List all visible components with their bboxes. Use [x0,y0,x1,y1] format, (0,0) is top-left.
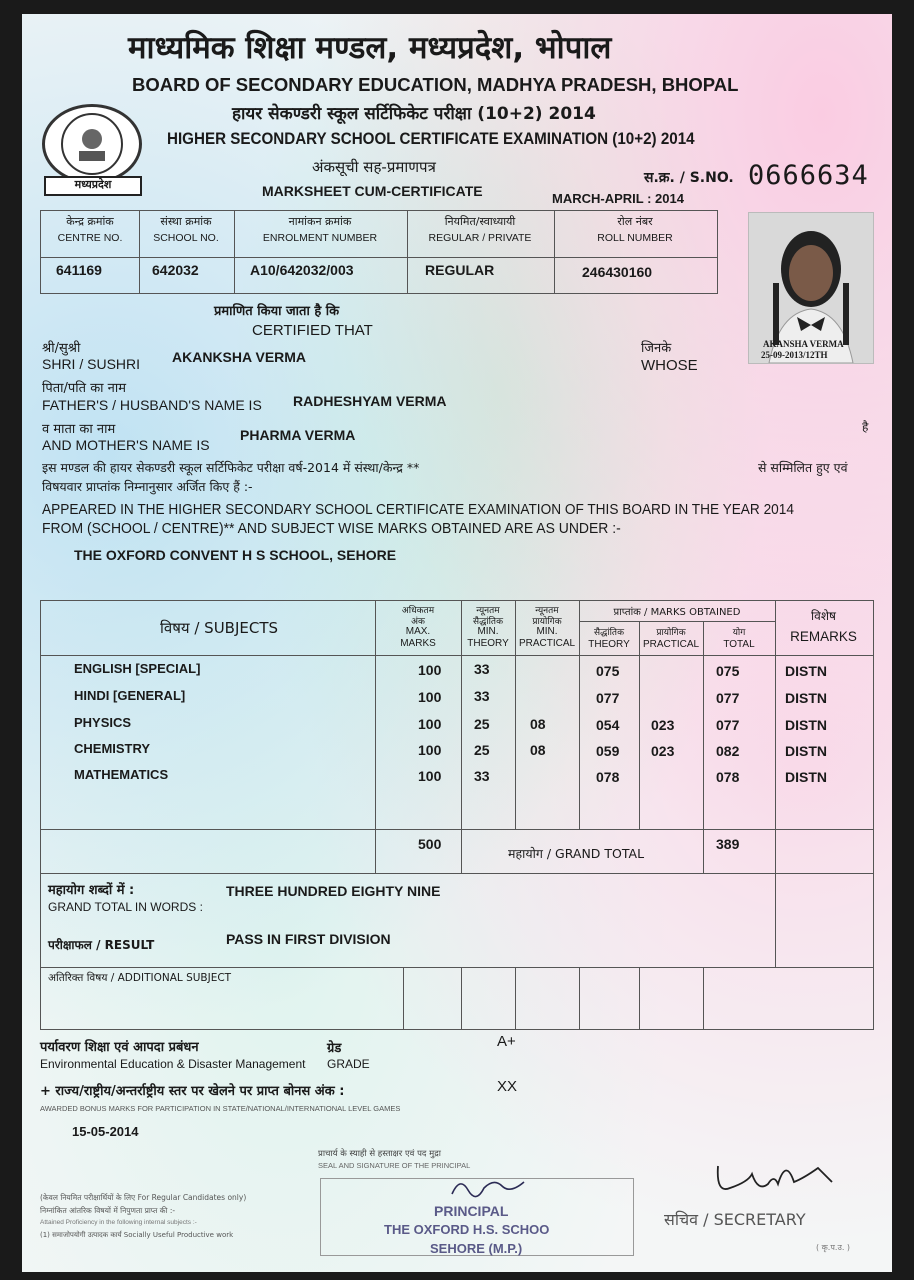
remarks-header-hi: विशेष [811,609,836,623]
stamp-school-name: THE OXFORD H.S. SCHOO [384,1222,550,1237]
school-no-header-hi: संस्था क्रमांक [160,215,212,228]
min-theory: 33 [474,688,490,704]
school-no-header: SCHOOL NO. [153,232,219,244]
subject-name: CHEMISTRY [74,741,151,756]
regular-candidates-note: (केवल नियमित परीक्षार्थियों के लिए For Regular Candidates only) [40,1193,247,1202]
principal-signature-icon [448,1172,538,1202]
marks-obtained-header: प्राप्तांक / MARKS OBTAINED [613,607,741,618]
grand-total-words-label-en: GRAND TOTAL IN WORDS : [48,900,203,914]
additional-subject-label: अतिरिक्त विषय / ADDITIONAL SUBJECT [48,972,232,984]
total-marks: 078 [716,769,740,785]
student-name: AKANKSHA VERMA [172,349,307,365]
secretary-label: सचिव / SECRETARY [664,1210,806,1229]
shri-sushri-english: SHRI / SUSHRI [42,356,141,372]
theory-header-hi: सैद्धांतिक [594,628,624,638]
remarks: DISTN [785,717,827,733]
max-marks: 100 [418,662,442,678]
min-theory-header-hi-2: सैद्धांतिक [473,617,503,627]
min-theory: 33 [474,768,490,784]
min-theory: 33 [474,661,490,677]
mother-label-hindi: व माता का नाम [42,422,116,437]
subjects-header: विषय / SUBJECTS [160,619,279,637]
board-logo [42,104,142,184]
total-marks: 077 [716,690,740,706]
min-practical-header-en-2: PRACTICAL [518,638,576,649]
max-marks-header-en-2: MARKS [400,638,436,649]
min-theory-header-en-1: MIN. [477,626,499,637]
subject-name: PHYSICS [74,715,132,730]
remarks: DISTN [785,769,827,785]
theory-marks: 075 [596,663,620,679]
centre-no-header: CENTRE NO. [57,232,123,244]
result-label: परीक्षाफल / RESULT [48,938,155,952]
form-code: ( कृ.प.उ. ) [816,1243,851,1252]
exam-title-hindi: हायर सेकण्डरी स्कूल सर्टिफिकेट परीक्षा (10+2) 2014 [232,104,596,124]
hai-hindi: है [862,420,869,434]
mother-name: PHARMA VERMA [240,427,356,443]
theory-marks: 054 [596,717,620,733]
document-type-hindi: अंकसूची सह-प्रमाणपत्र [312,158,436,176]
grade-hindi: ग्रेड [327,1041,342,1056]
father-label-english: FATHER'S / HUSBAND'S NAME IS [42,397,262,413]
enrolment-value: A10/642032/003 [250,262,354,278]
total-header-hi: योग [732,628,746,638]
board-title-hindi: माध्यमिक शिक्षा मण्डल, मध्यप्रदेश, भोपाल [128,30,612,66]
serial-number-label: स.क्र. / S.NO. [644,170,734,186]
theory-marks: 059 [596,743,620,759]
proficiency-note-english: Attained Proficiency in the following internal subjects :- [40,1219,197,1226]
shri-sushri-hindi: श्री/सुश्री [42,341,81,356]
min-practical-header-en-1: MIN. [536,626,558,637]
whose-english: WHOSE [641,357,698,374]
grade-value: A+ [497,1033,516,1050]
total-header-en: TOTAL [723,639,755,650]
practical-header-en: PRACTICAL [642,639,700,650]
seal-note-hindi: प्राचार्य के स्याही से हस्ताक्षर एवं पद मुद्रा [318,1149,441,1159]
env-education-hindi: पर्यावरण शिक्षा एवं आपदा प्रबंधन [40,1040,199,1055]
roll-number-header: ROLL NUMBER [597,232,673,244]
regular-private-header: REGULAR / PRIVATE [428,232,532,244]
remarks: DISTN [785,690,827,706]
min-theory-header-hi-1: न्यूनतम [476,606,500,616]
total-marks: 082 [716,743,740,759]
max-marks-header-en-1: MAX. [405,626,431,637]
grand-total-value: 389 [716,836,740,852]
min-practical: 08 [530,716,546,732]
max-marks: 100 [418,742,442,758]
remarks: DISTN [785,743,827,759]
min-theory: 25 [474,742,490,758]
practical-marks: 023 [651,743,675,759]
proficiency-note-hindi: निम्नांकित आंतरिक विषयों में निपुणता प्राप्त की :- [40,1206,176,1215]
appeared-para-hindi-1: इस मण्डल की हायर सेकण्डरी स्कूल सर्टिफिकेट परीक्षा वर्ष-2014 में संस्था/केन्द्र ** [42,460,420,475]
exam-session: MARCH-APRIL : 2014 [552,191,684,206]
secretary-signature-icon [708,1148,838,1208]
max-marks-header-hi-1: अधिकतम [401,606,435,616]
centre-no-value: 641169 [56,262,102,278]
appeared-para-hindi-1b: से सम्मिलित हुए एवं [758,460,848,475]
grade-english: GRADE [327,1057,370,1071]
whose-hindi: जिनके [641,341,672,356]
subject-name: ENGLISH [SPECIAL] [74,661,201,676]
max-marks: 100 [418,716,442,732]
result-value: PASS IN FIRST DIVISION [226,931,391,947]
certified-that-english: CERTIFIED THAT [252,322,373,339]
min-practical: 08 [530,742,546,758]
min-theory-header-en-2: THEORY [467,638,509,649]
theory-marks: 077 [596,690,620,706]
regular-private-value: REGULAR [425,262,495,278]
serial-number: 0666634 [748,160,869,191]
student-photo [748,212,874,364]
school-no-value: 642032 [152,262,199,278]
logo-banner: मध्यप्रदेश [44,176,142,196]
certified-that-hindi: प्रमाणित किया जाता है कि [214,304,340,319]
mother-label-english: AND MOTHER'S NAME IS [42,437,210,453]
exam-title-english: HIGHER SECONDARY SCHOOL CERTIFICATE EXAMINATION (10+2) 2014 [167,130,695,148]
father-label-hindi: पिता/पति का नाम [42,381,127,396]
env-education-english: Environmental Education & Disaster Management [40,1057,306,1071]
grand-total-words-label-hi: महायोग शब्दों में : [48,883,135,898]
practical-header-hi: प्रायोगिक [656,628,686,638]
grand-total-label: महायोग / GRAND TOTAL [508,846,645,861]
subject-name: HINDI [GENERAL] [74,688,186,703]
centre-no-header-hi: केन्द्र क्रमांक [66,215,114,228]
max-marks: 100 [418,689,442,705]
total-marks: 077 [716,717,740,733]
theory-marks: 078 [596,769,620,785]
grand-total-words: THREE HUNDRED EIGHTY NINE [226,883,441,899]
bonus-marks-hindi: + राज्य/राष्ट्रीय/अन्तर्राष्ट्रीय स्तर पर खेलने पर प्राप्त बोनस अंक : [40,1084,345,1099]
supw-note: (1) समाजोपयोगी उत्पादक कार्य Socially Useful Productive work [40,1231,234,1239]
subject-name: MATHEMATICS [74,767,169,782]
regular-private-header-hi: नियमित/स्वाध्यायी [444,215,516,228]
photo-caption-date: 25-09-2013/12TH [761,350,828,360]
min-practical-header-hi-2: प्रायोगिक [532,617,562,627]
document-type-english: MARKSHEET CUM-CERTIFICATE [262,183,483,199]
enrolment-header-hi: नामांकन क्रमांक [288,215,352,228]
issue-date: 15-05-2014 [72,1124,139,1139]
enrolment-header: ENROLMENT NUMBER [262,232,378,244]
bonus-marks-value: XX [497,1078,518,1095]
roll-number-value: 246430160 [582,264,653,280]
bonus-marks-english: AWARDED BONUS MARKS FOR PARTICIPATION IN STATE/NATIONAL/INTERNATIONAL LEVEL GAMES [40,1104,401,1113]
max-marks-header-hi-2: अंक [411,617,425,627]
school-name: THE OXFORD CONVENT H S SCHOOL, SEHORE [74,547,397,563]
min-theory: 25 [474,716,490,732]
roll-number-header-hi: रोल नंबर [617,215,653,228]
max-marks-total: 500 [418,836,442,852]
theory-header-en: THEORY [588,639,630,650]
remarks: DISTN [785,663,827,679]
max-marks: 100 [418,768,442,784]
board-title-english: BOARD OF SECONDARY EDUCATION, MADHYA PRADESH, BHOPAL [132,74,739,95]
appeared-para-hindi-2: विषयवार प्राप्तांक निम्नानुसार अर्जित किए हैं :- [42,479,253,494]
appeared-para-english-1: APPEARED IN THE HIGHER SECONDARY SCHOOL CERTIFICATE EXAMINATION OF THIS BOARD IN THE YEAR 2014 [42,501,794,518]
remarks-header-en: REMARKS [790,629,857,644]
appeared-para-english-2: FROM (SCHOOL / CENTRE)** AND SUBJECT WISE MARKS OBTAINED ARE AS UNDER :- [42,520,621,537]
photo-caption-name: AKANSHA VERMA [763,339,844,349]
stamp-place: SEHORE (M.P.) [430,1241,523,1256]
min-practical-header-hi-1: न्यूनतम [535,606,559,616]
father-name: RADHESHYAM VERMA [293,393,447,409]
emblem-icon [45,107,139,181]
principal-title: PRINCIPAL [434,1203,509,1219]
seal-note-english: SEAL AND SIGNATURE OF THE PRINCIPAL [318,1161,471,1170]
practical-marks: 023 [651,717,675,733]
total-marks: 075 [716,663,740,679]
